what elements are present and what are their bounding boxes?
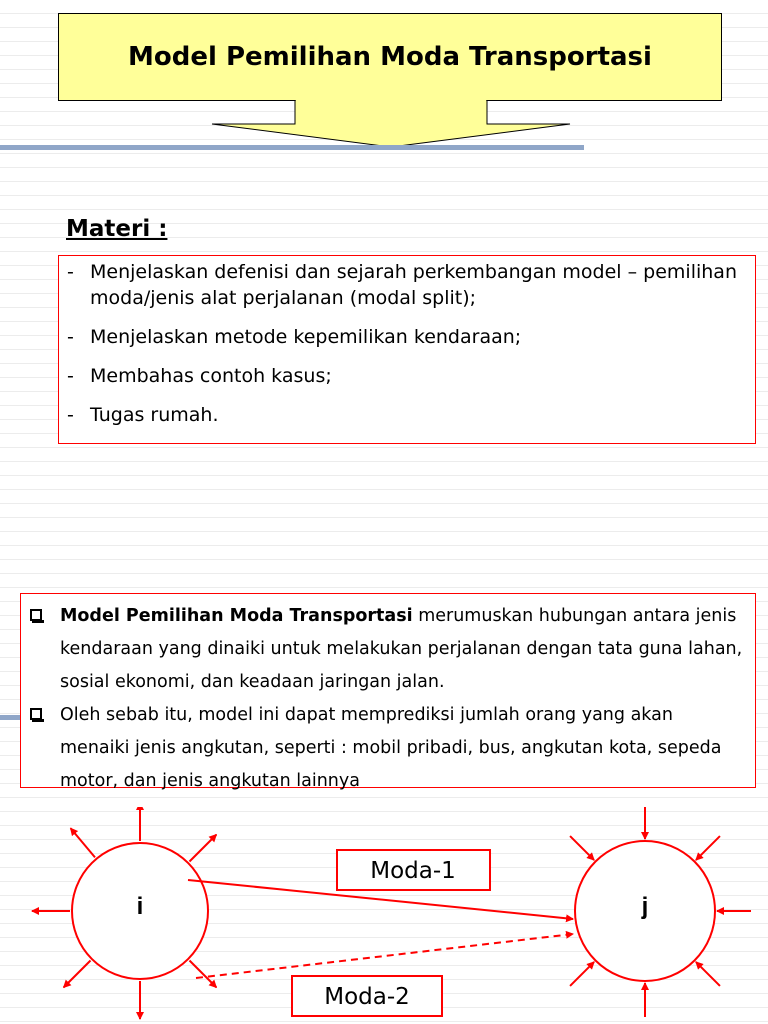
destination-label: j [641,893,649,920]
spoke-arrow [570,962,594,986]
list-item-text: Tugas rumah. [90,404,219,426]
dash-bullet: - [67,404,74,426]
spoke-arrow [696,962,720,986]
checkbox-bullet-icon [30,708,42,720]
section-heading: Materi : [66,216,168,242]
mode2-label: Moda-2 [324,984,410,1010]
paragraph-text: merumuskan hubungan antara jenis kendaraan yang dinaiki untuk melakukan perjalanan dengan tata guna lahan, sosial ekonomi, dan keadaan jaringan jalan. [60,606,743,692]
list-item-text: Menjelaskan defenisi dan sejarah perkembangan model – pemilihan moda/jenis alat perjalanan (modal split); [90,261,737,309]
horizontal-rule [0,715,20,720]
list-item [29,699,745,798]
description-box [20,593,756,791]
dash-bullet: - [67,365,74,387]
topics-list [58,255,756,444]
horizontal-rule [0,145,584,150]
dash-bullet: - [67,261,74,283]
list-item [67,259,747,311]
model-name: Model Pemilihan Moda Transportasi [60,606,413,626]
spoke-arrow [189,835,216,862]
mode-choice-diagram [0,807,768,1024]
slide-title: Model Pemilihan Moda Transportasi [58,13,722,101]
mode1-label: Moda-1 [370,858,456,884]
list-item [67,363,747,389]
list-item [67,324,747,350]
spoke-arrow [696,836,720,860]
slide-2 [0,575,768,1024]
title-arrow-shape [210,100,572,148]
list-item-text: Membahas contoh kasus; [90,365,332,387]
checkbox-bullet-icon [30,609,42,621]
mode2-route [196,934,573,978]
paragraph-text: Oleh sebab itu, model ini dapat memprediksi jumlah orang yang akan menaiki jenis angkutan, seperti : mobil pribadi, bus, angkutan kota, sepeda motor, dan jenis angkutan lainnya [60,705,722,791]
list-item [29,600,745,699]
spoke-arrow [64,960,91,987]
dash-bullet: - [67,326,74,348]
spoke-arrow [71,828,95,857]
spoke-arrow [189,960,216,987]
list-item-text: Menjelaskan metode kepemilikan kendaraan; [90,326,522,348]
origin-label: i [136,893,144,920]
spoke-arrow [570,836,594,860]
list-item [67,402,747,428]
